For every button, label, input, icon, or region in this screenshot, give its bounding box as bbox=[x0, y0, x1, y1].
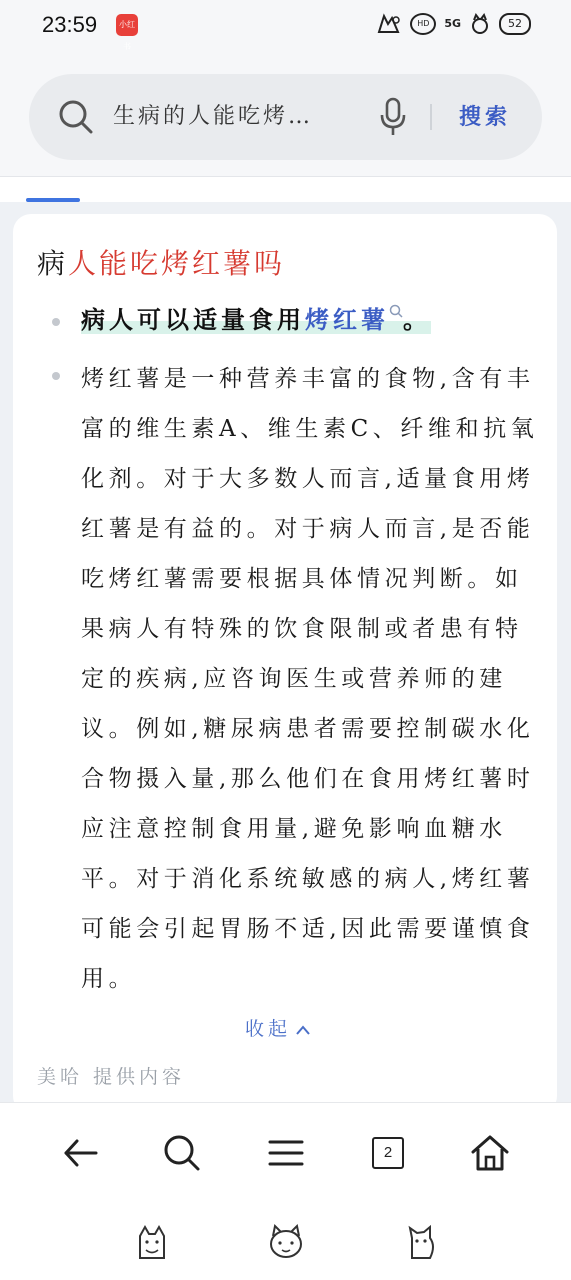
hd-icon: HD bbox=[410, 13, 436, 35]
battery-icon: 52 bbox=[499, 13, 531, 35]
status-bar bbox=[0, 0, 571, 52]
status-time: 23:59 bbox=[42, 12, 98, 37]
system-nav-bar bbox=[0, 1202, 571, 1280]
card-title-highlight: 人能吃烤红薯吗 bbox=[68, 247, 286, 280]
cat-wifi-icon bbox=[469, 12, 491, 36]
status-icons bbox=[376, 12, 531, 36]
bullet-1 bbox=[52, 318, 60, 326]
search-divider bbox=[430, 104, 432, 130]
summary-text: 病人可以适量食用 bbox=[81, 305, 305, 334]
bullet-2 bbox=[52, 372, 60, 380]
card-title bbox=[37, 242, 285, 282]
search-input[interactable]: 生病的人能吃烤… bbox=[113, 104, 314, 129]
summary-end: 。 bbox=[403, 305, 431, 334]
network-label: 5G bbox=[444, 17, 461, 30]
cat-signal-icon bbox=[376, 12, 402, 36]
chevron-up-icon bbox=[295, 1024, 311, 1036]
top-area bbox=[0, 0, 571, 176]
summary-link[interactable]: 烤红薯 bbox=[305, 305, 389, 334]
summary-line bbox=[81, 302, 431, 338]
answer-body: 烤红薯是一种营养丰富的食物,含有丰富的维生素A、维生素C、纤维和抗氧化剂。对于大多数人而言,适量食用烤红薯是有益的。对于病人而言,是否能吃烤红薯需要根据具体情况判断。如果病人有特殊的饮食限制或者患有特定的疾病,应咨询医生或营养师的建议。例如,糖尿病患者需要控制碳水化合物摄入量,那么他们在食用烤红薯时应注意控制食用量,避免影响血糖水平。对于消化系统敏感的病人,烤红薯可能会引起胃肠不适,因此需要谨慎食用。 bbox=[81, 366, 539, 992]
bottom-nav bbox=[0, 1102, 571, 1203]
small-search-icon[interactable] bbox=[389, 304, 403, 318]
menu-icon[interactable] bbox=[264, 1131, 308, 1175]
source-attribution: 美哈 提供内容 bbox=[37, 1066, 186, 1088]
cat-back-icon[interactable] bbox=[132, 1222, 172, 1262]
collapse-label: 收起 bbox=[245, 1018, 292, 1040]
result-tab-strip bbox=[0, 176, 571, 203]
home-icon[interactable] bbox=[468, 1131, 512, 1175]
back-arrow-icon[interactable] bbox=[58, 1131, 102, 1175]
answer-card bbox=[13, 214, 557, 1114]
search-bar[interactable] bbox=[29, 74, 542, 160]
search-button[interactable]: 搜索 bbox=[459, 104, 512, 130]
cat-home-icon[interactable] bbox=[266, 1222, 306, 1262]
tab-count-button[interactable]: 2 bbox=[372, 1137, 404, 1169]
summary-highlight bbox=[81, 305, 431, 334]
cat-recents-icon[interactable] bbox=[402, 1222, 442, 1262]
search-nav-icon[interactable] bbox=[160, 1131, 204, 1175]
search-icon bbox=[57, 98, 95, 136]
card-title-prefix: 病 bbox=[37, 247, 69, 280]
microphone-icon[interactable] bbox=[377, 96, 409, 138]
app-notification-icon: 小红书 bbox=[116, 14, 138, 36]
collapse-button[interactable] bbox=[245, 1014, 311, 1041]
